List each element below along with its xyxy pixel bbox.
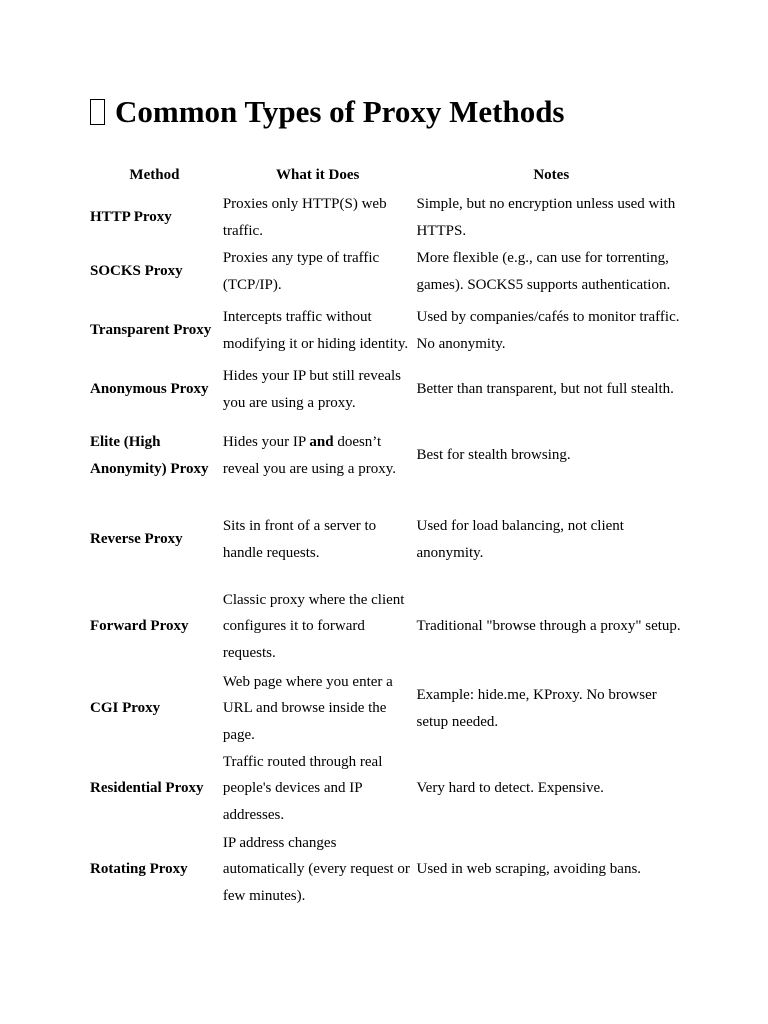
table-row xyxy=(88,417,688,495)
what-it-does-cell: Hides your IP but still reveals you are using a proxy. xyxy=(222,368,402,411)
does-text-before: Hides your IP xyxy=(222,434,310,450)
header-method: Method xyxy=(129,167,180,183)
notes-cell: Used for load balancing, not client anonymity. xyxy=(416,518,624,561)
notes-cell: Used by companies/cafés to monitor traffic. No anonymity. xyxy=(416,309,680,352)
what-it-does-cell: Web page where you enter a URL and browse inside the page. xyxy=(222,673,393,743)
method-cell: Forward Proxy xyxy=(90,618,189,635)
what-it-does-cell: Classic proxy where the client configures it to forward requests. xyxy=(222,591,405,661)
notes-cell: Example: hide.me, KProxy. No browser setup needed. xyxy=(416,687,657,730)
method-cell: CGI Proxy xyxy=(90,700,161,717)
what-it-does-cell: Proxies only HTTP(S) web traffic. xyxy=(222,196,387,239)
what-it-does-cell: Intercepts traffic without modifying it or hiding identity. xyxy=(222,309,409,352)
what-it-does-cell: IP address changes automatically (every request or few minutes). xyxy=(222,834,410,904)
page-title xyxy=(90,90,565,134)
header-row xyxy=(88,160,688,191)
method-cell: Residential Proxy xyxy=(90,780,204,797)
notes-cell: Better than transparent, but not full stealth. xyxy=(416,381,674,398)
method-cell: Transparent Proxy xyxy=(90,322,212,339)
table-row xyxy=(88,299,688,363)
proxy-methods-table xyxy=(88,160,688,911)
method-cell: Anonymous Proxy xyxy=(90,381,209,398)
page-title-text: Common Types of Proxy Methods xyxy=(115,94,565,129)
notes-cell: Traditional "browse through a proxy" setup. xyxy=(416,618,681,635)
table-header xyxy=(88,160,688,191)
missing-glyph-icon xyxy=(90,99,105,125)
notes-cell: Best for stealth browsing. xyxy=(416,447,571,464)
table-row xyxy=(88,829,688,911)
method-cell: HTTP Proxy xyxy=(90,209,172,226)
table-row xyxy=(88,495,688,585)
table-row xyxy=(88,585,688,669)
does-text-bold: and xyxy=(309,434,334,450)
what-it-does-cell xyxy=(221,417,415,495)
header-what-it-does: What it Does xyxy=(276,167,360,183)
table-body xyxy=(88,191,688,911)
method-cell: SOCKS Proxy xyxy=(90,263,183,280)
table-row xyxy=(88,363,688,417)
table-row xyxy=(88,749,688,829)
what-it-does-cell: Traffic routed through real people's devices and IP addresses. xyxy=(222,753,383,823)
does-text-after: doesn’t reveal you are using a proxy. xyxy=(222,434,396,477)
table-row xyxy=(88,669,688,749)
method-cell: Elite (High Anonymity) Proxy xyxy=(90,434,209,477)
table-row xyxy=(88,245,688,299)
method-cell: Rotating Proxy xyxy=(90,861,188,878)
what-it-does-cell: Proxies any type of traffic (TCP/IP). xyxy=(222,250,380,293)
what-it-does-cell: Sits in front of a server to handle requests. xyxy=(222,518,377,561)
header-notes: Notes xyxy=(533,167,570,183)
notes-cell: Used in web scraping, avoiding bans. xyxy=(416,861,642,878)
table-row xyxy=(88,191,688,245)
notes-cell: More flexible (e.g., can use for torrenting, games). SOCKS5 supports authentication. xyxy=(416,250,671,293)
method-cell: Reverse Proxy xyxy=(90,531,183,548)
notes-cell: Very hard to detect. Expensive. xyxy=(416,780,604,797)
notes-cell: Simple, but no encryption unless used with HTTPS. xyxy=(416,196,676,239)
